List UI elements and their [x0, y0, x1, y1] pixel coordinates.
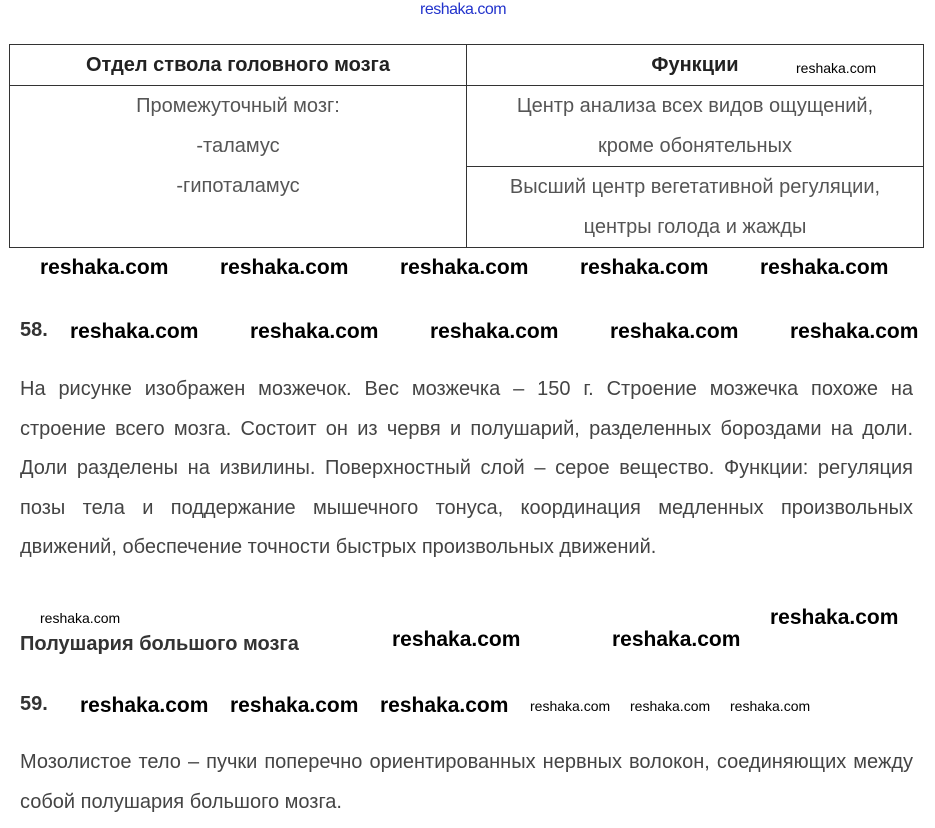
section-heading: Полушария большого мозга — [20, 633, 299, 655]
table-cell-function — [467, 167, 924, 248]
column-header-section: Отдел ствола головного мозга — [10, 45, 467, 86]
watermark: reshaka.com — [40, 256, 169, 279]
cell-line: кроме обонятельных — [598, 135, 792, 157]
watermark: reshaka.com — [530, 698, 611, 714]
task-59-text: Мозолистое тело – пучки поперечно ориентированных нервных волокон, соединяющих между собой полушария большого мозга. — [20, 751, 913, 813]
watermark: reshaka.com — [230, 694, 359, 717]
watermark: reshaka.com — [220, 256, 349, 279]
watermark: reshaka.com — [610, 320, 739, 343]
watermark: reshaka.com — [380, 694, 509, 717]
watermark: reshaka.com — [80, 694, 209, 717]
watermark: reshaka.com — [250, 320, 379, 343]
table-cell-section — [10, 86, 467, 248]
table-row — [10, 86, 924, 167]
task-58-text: На рисунке изображен мозжечок. Вес мозжечка – 150 г. Строение мозжечка похоже на строение всего мозга. Состоит он из червя и полушарий, разделенных бороздами на доли. Доли разделены на извилины. Поверхностный слой – серое вещество. Функции: регуляция позы тела и поддержание мышечного тонуса, координация медленных произвольных движений, обеспечение точности быстрых произвольных движений. — [20, 378, 913, 558]
watermark: reshaka.com — [392, 628, 521, 651]
column-header-functions: Функции — [467, 45, 924, 86]
watermark: reshaka.com — [760, 256, 889, 279]
cell-line: Промежуточный мозг: — [136, 95, 340, 117]
watermark: reshaka.com — [770, 606, 899, 629]
cell-line: Центр анализа всех видов ощущений, — [516, 95, 874, 117]
watermark: reshaka.com — [796, 60, 877, 76]
cell-line: Высший центр вегетативной регуляции, — [509, 176, 881, 198]
brain-functions-table — [9, 44, 924, 248]
watermark: reshaka.com — [40, 610, 121, 626]
watermark: reshaka.com — [430, 320, 559, 343]
cell-line: -таламус — [196, 135, 280, 157]
watermark: reshaka.com — [580, 256, 709, 279]
watermark: reshaka.com — [790, 320, 919, 343]
watermark: reshaka.com — [612, 628, 741, 651]
task-number-59: 59. — [20, 693, 48, 715]
cell-line: центры голода и жажды — [583, 216, 807, 238]
table-cell-function — [467, 86, 924, 167]
site-watermark-link[interactable]: reshaka.com — [420, 1, 507, 18]
watermark: reshaka.com — [400, 256, 529, 279]
cell-line: -гипоталамус — [176, 175, 300, 197]
table-header-row — [10, 45, 924, 86]
watermark: reshaka.com — [70, 320, 199, 343]
watermark: reshaka.com — [630, 698, 711, 714]
task-number-58: 58. — [20, 319, 48, 341]
watermark: reshaka.com — [730, 698, 811, 714]
